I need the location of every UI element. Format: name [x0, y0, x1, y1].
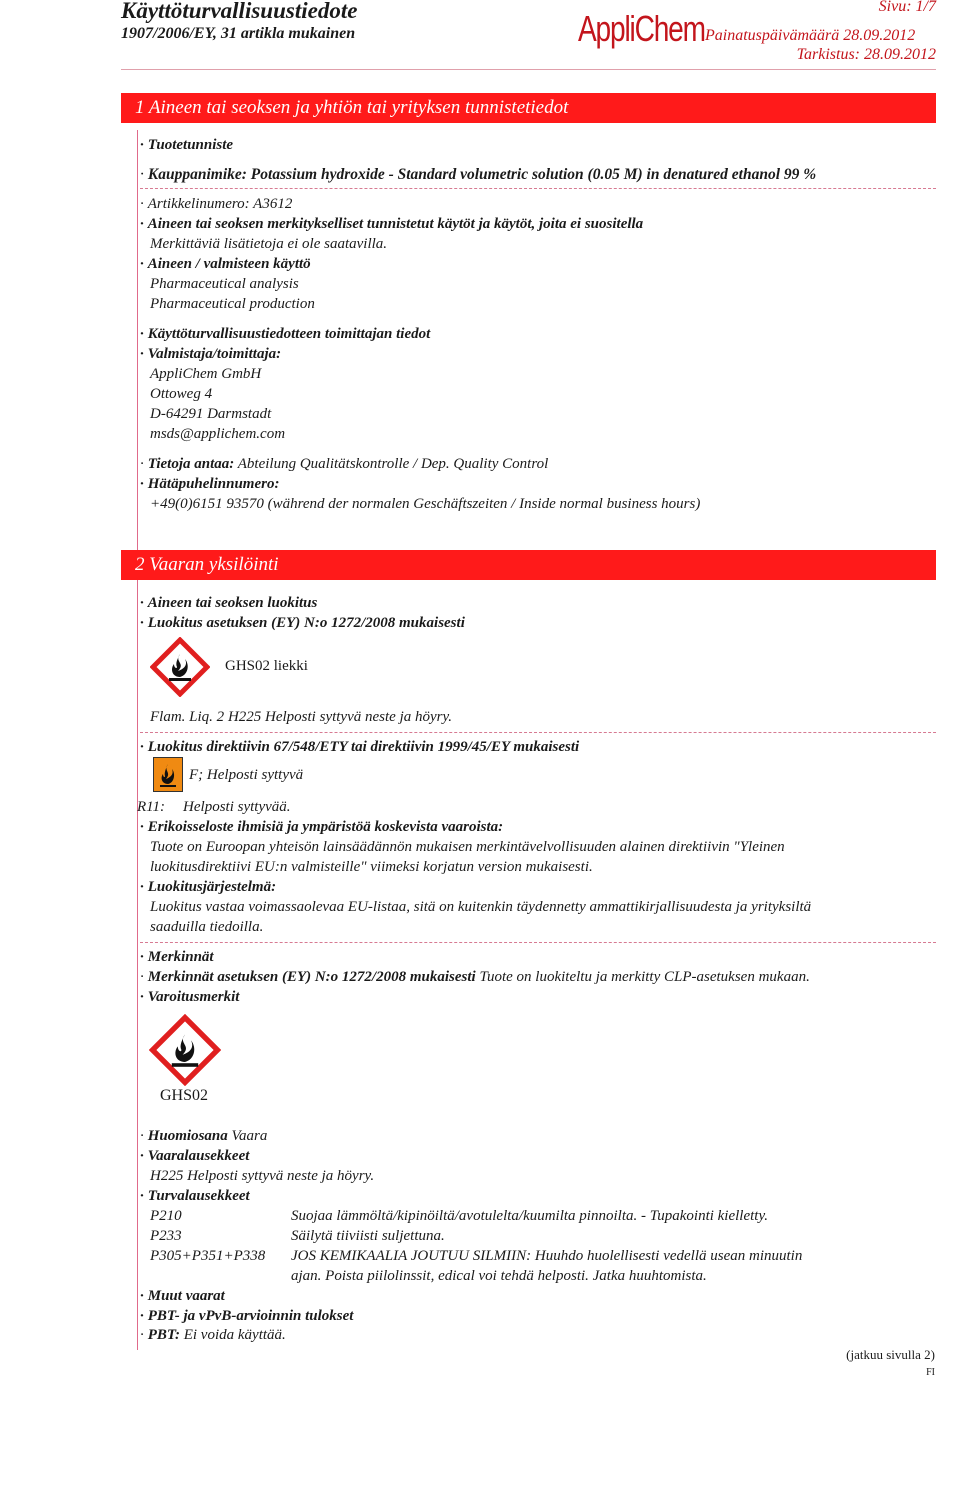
page-number: Sivu: 1/7: [878, 0, 936, 15]
system-text: Luokitus vastaa voimassaolevaa EU-listaa, sitä on kuitenkin täydennetty ammattikirjallisuudesta ja yrityksiltä: [150, 899, 812, 915]
flame-icon: [154, 758, 182, 791]
p305-code: P305+P351+P338: [150, 1248, 266, 1264]
company-name: AppliChem GmbH: [150, 366, 262, 382]
p210-text: Suojaa lämmöltä/kipinöiltä/avotulelta/kuumilta pinnoilta. - Tupakointi kielletty.: [291, 1208, 769, 1224]
continued-note: (jatkuu sivulla 2): [846, 1347, 935, 1362]
p233-text: Säilytä tiiviisti suljettuna.: [291, 1228, 445, 1244]
divider: [140, 188, 936, 189]
section-1-heading: 1 Aineen tai seoksen ja yhtiön tai yrityksen tunnistetiedot: [121, 93, 936, 123]
r11-row: R11: Helposti syttyvää.: [137, 799, 291, 815]
ghs02-pictogram: [150, 637, 210, 697]
dsd-heading: · Luokitus direktiivin 67/548/ETY tai direktiivin 1999/45/EY mukaisesti: [140, 739, 580, 755]
other-hazards-heading: · Muut vaarat: [140, 1288, 225, 1304]
company-email[interactable]: msds@applichem.com: [150, 426, 286, 442]
info-row: · Tietoja antaa: Abteilung Qualitätskontrolle / Dep. Quality Control: [140, 456, 549, 472]
use-item: Pharmaceutical production: [150, 296, 315, 312]
uses-heading: · Aineen tai seoksen merkitykselliset tunnistetut käytöt ja käytöt, joita ei suositella: [140, 216, 644, 232]
f-label: F; Helposti syttyvä: [189, 767, 304, 783]
company-logo: AppliChem: [578, 8, 705, 49]
pbt-row: · PBT: Ei voida käyttää.: [140, 1327, 286, 1343]
ghs02-code: GHS02: [160, 1087, 209, 1104]
emergency-number: +49(0)6151 93570 (während der normalen Geschäftszeiten / Inside normal business hours): [150, 496, 701, 512]
p305-text: JOS KEMIKAALIA JOUTUU SILMIIN: Huuhdo huolellisesti vedellä usean minuutin: [291, 1248, 803, 1264]
special-text: luokitusdirektiivi EU:n valmisteille" viimeksi korjatun version mukaisesti.: [150, 859, 593, 875]
language-code: FI: [926, 1367, 935, 1378]
hazard-heading: · Vaaralausekkeet: [140, 1148, 250, 1164]
special-text: Tuote on Euroopan yhteisön lainsäädännön mukaisen merkintävelvollisuuden alainen direktiivin "Yleinen: [150, 839, 785, 855]
ghs02-pictogram: [149, 1014, 221, 1086]
print-date: Painatuspäivämäärä 28.09.2012: [705, 27, 916, 44]
divider: [140, 942, 936, 943]
document-subtitle: 1907/2006/EY, 31 artikla mukainen: [121, 25, 356, 42]
system-text: saaduilla tiedoilla.: [150, 919, 264, 935]
article-row: · Artikkelinumero: A3612: [140, 196, 293, 212]
use-heading: · Aineen / valmisteen käyttö: [140, 256, 311, 272]
margin-guide: [137, 130, 138, 1350]
pictograms-heading: · Varoitusmerkit: [140, 989, 240, 1005]
supplier-heading: · Käyttöturvallisuustiedotteen toimittajan tiedot: [140, 326, 431, 342]
company-street: Ottoweg 4: [150, 386, 213, 402]
flame-icon: [149, 1014, 221, 1086]
hazard-text: H225 Helposti syttyvä neste ja höyry.: [150, 1168, 375, 1184]
special-heading: · Erikoisseloste ihmisiä ja ympäristöä koskevista vaaroista:: [140, 819, 504, 835]
pbt-heading: · PBT- ja vPvB-arvioinnin tulokset: [140, 1308, 354, 1324]
document-title: Käyttöturvallisuustiedote: [121, 0, 358, 23]
p210-code: P210: [150, 1208, 182, 1224]
p305-text: ajan. Poista piilolinssit, edical voi tehdä helposti. Jatka huuhtomista.: [291, 1268, 707, 1284]
trade-name-row: · Kauppanimike: Potassium hydroxide - Standard volumetric solution (0.05 M) in denatured ethanol 99 %: [140, 166, 817, 183]
uses-note: Merkittäviä lisätietoja ei ole saatavilla.: [150, 236, 388, 252]
labels-clp-row: · Merkinnät asetuksen (EY) N:o 1272/2008 mukaisesti Tuote on luokiteltu ja merkitty CLP-asetuksen mukaan.: [140, 969, 810, 985]
clp-heading: · Luokitus asetuksen (EY) N:o 1272/2008 mukaisesti: [140, 615, 465, 631]
labels-heading: · Merkinnät: [140, 949, 214, 965]
manufacturer-label: · Valmistaja/toimittaja:: [140, 346, 282, 362]
p233-code: P233: [150, 1228, 182, 1244]
company-city: D-64291 Darmstadt: [150, 406, 272, 422]
classification-heading: · Aineen tai seoksen luokitus: [140, 595, 318, 611]
header-divider: [121, 69, 936, 70]
signal-word-row: · Huomiosana Vaara: [140, 1128, 268, 1144]
emergency-label: · Hätäpuhelinnumero:: [140, 476, 280, 492]
divider: [140, 732, 936, 733]
flammable-symbol: [153, 757, 183, 792]
section-2-heading: 2 Vaaran yksilöinti: [121, 550, 936, 580]
precaution-heading: · Turvalausekkeet: [140, 1188, 250, 1204]
flam-liq-row: Flam. Liq. 2 H225 Helposti syttyvä neste ja höyry.: [150, 709, 453, 725]
system-heading: · Luokitusjärjestelmä:: [140, 879, 277, 895]
product-identifier-row: · Tuotetunniste: [140, 137, 234, 153]
ghs02-label: GHS02 liekki: [225, 658, 308, 674]
flame-icon: [150, 637, 210, 697]
use-item: Pharmaceutical analysis: [150, 276, 299, 292]
revision-date: Tarkistus: 28.09.2012: [796, 46, 936, 63]
